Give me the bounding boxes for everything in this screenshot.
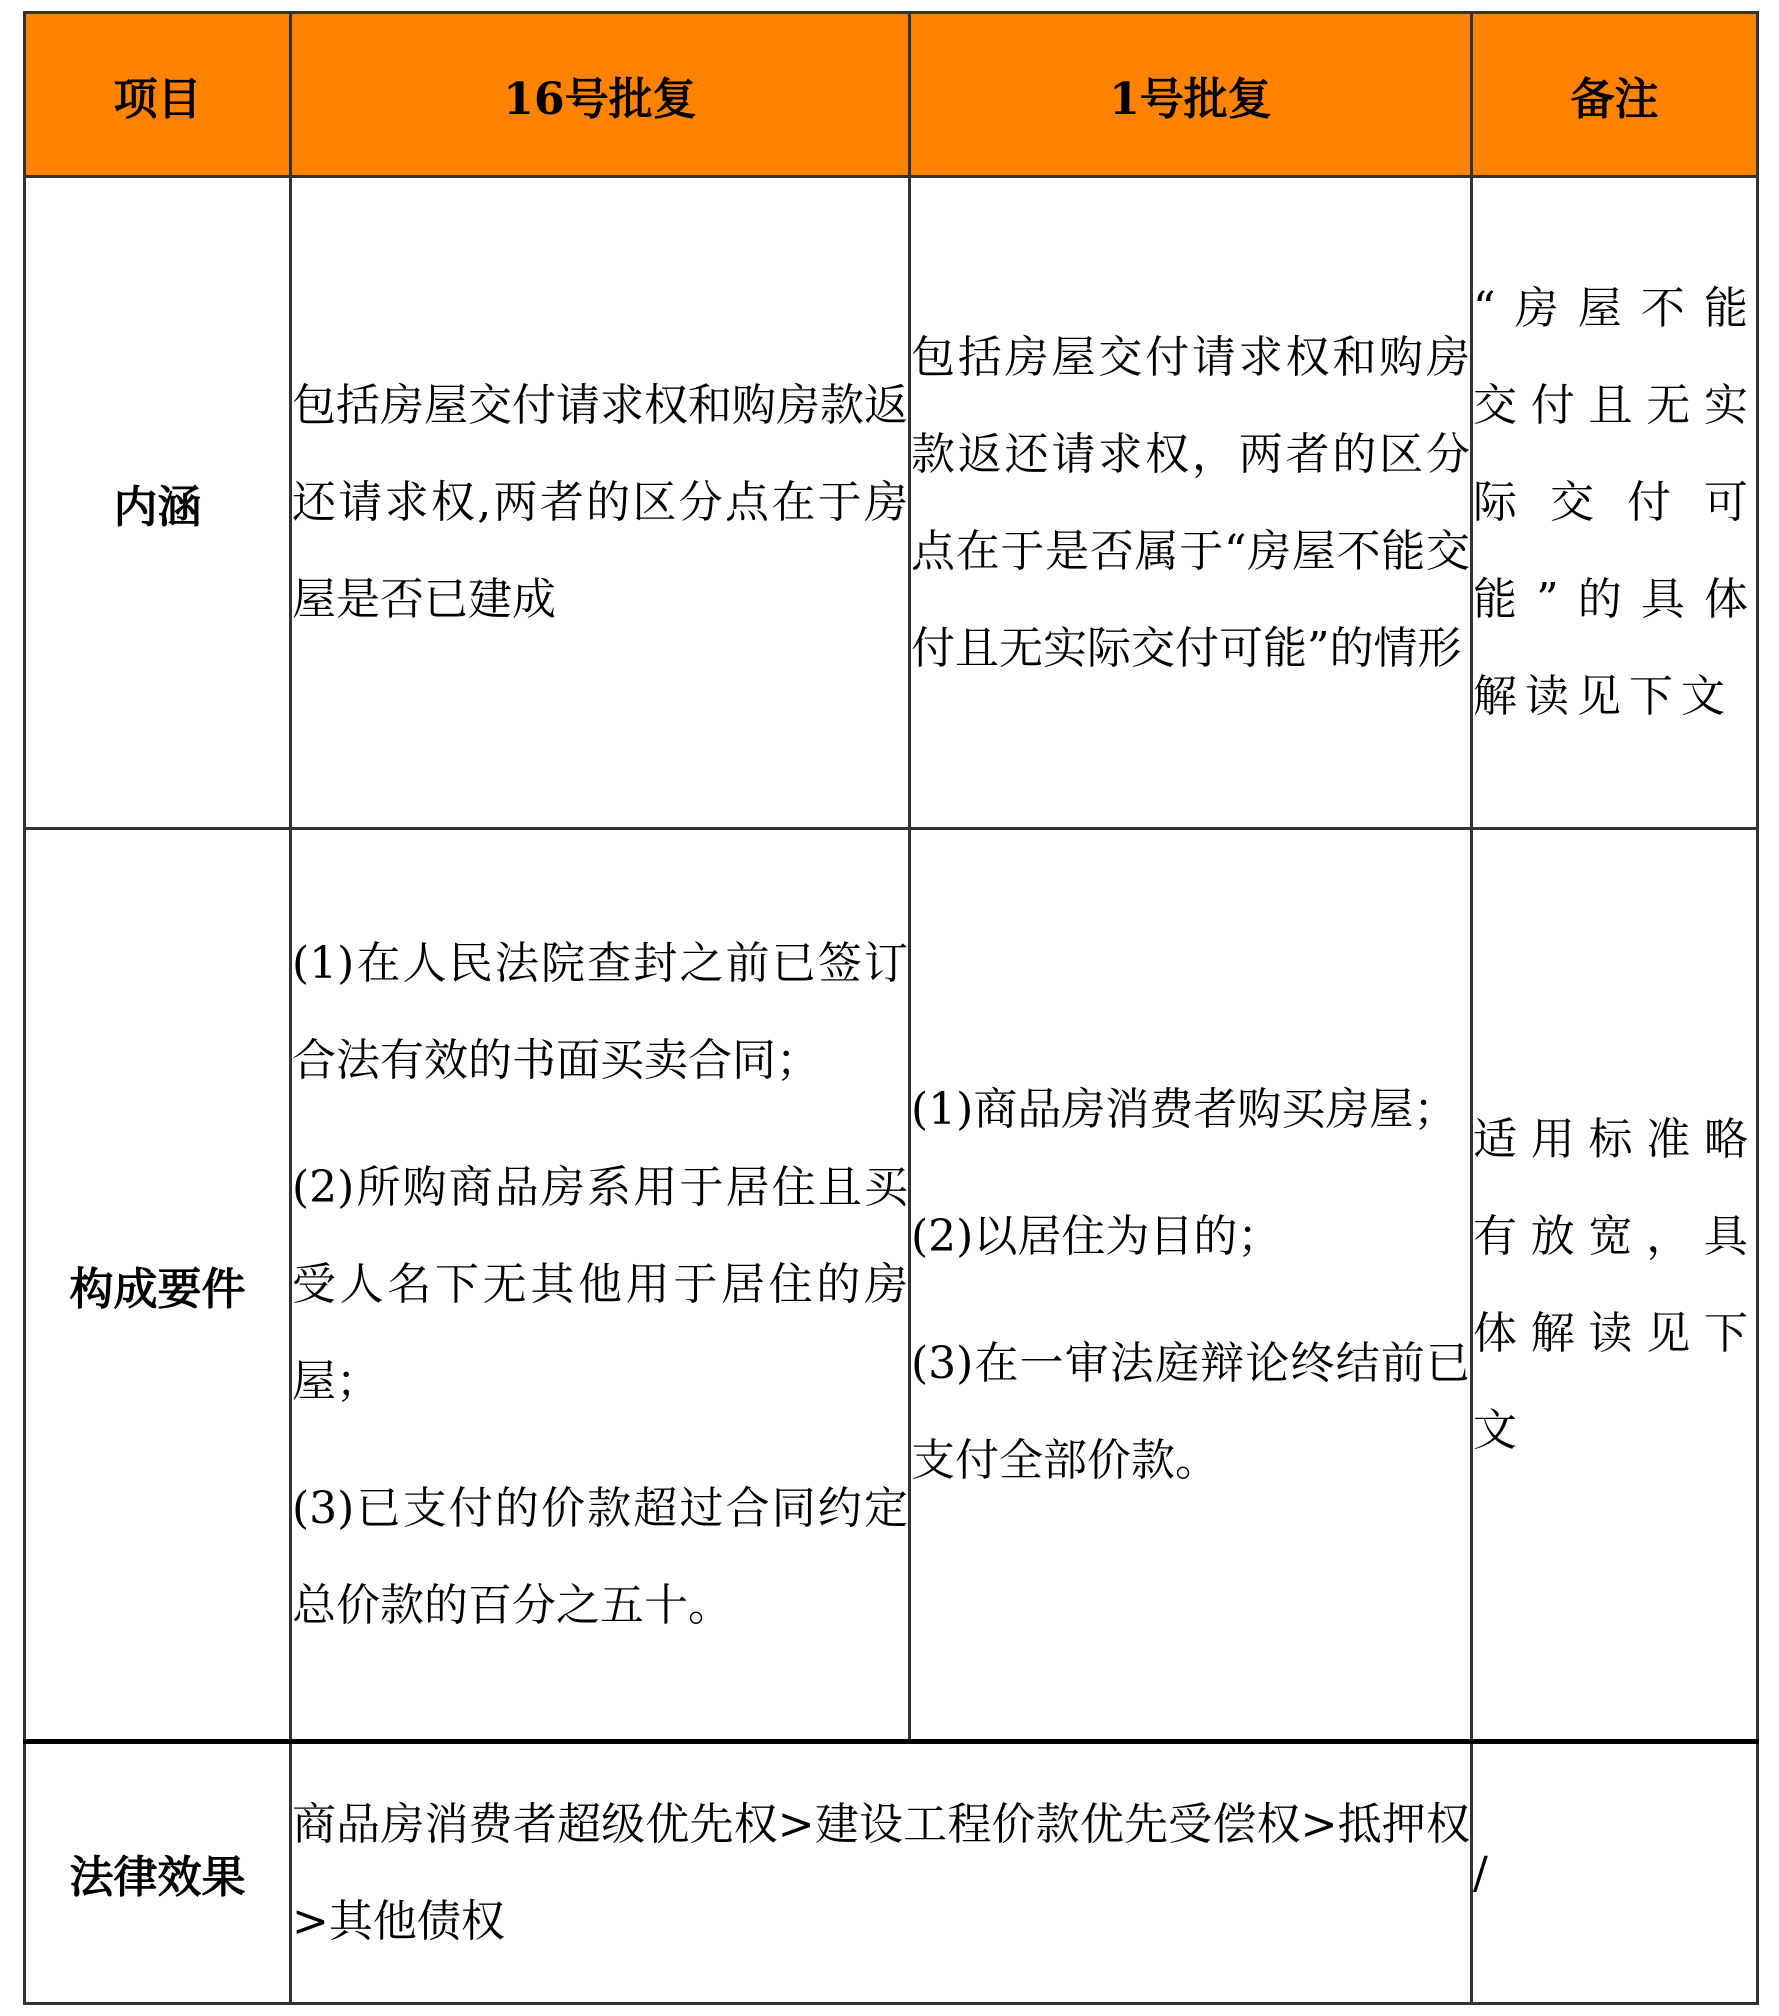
header-note: 备注 <box>1472 13 1758 177</box>
row-label-elements: 构成要件 <box>25 829 291 1742</box>
cell-effect-note: / <box>1472 1742 1758 2004</box>
comparison-table <box>23 11 1759 2005</box>
cell-connotation-1: 包括房屋交付请求权和购房款返还请求权，两者的区分点在于是否属于“房屋不能交付且无实际交付可能”的情形 <box>910 177 1472 829</box>
cell-elements-1 <box>910 829 1472 1742</box>
cell-elements-16 <box>291 829 910 1742</box>
row-effect <box>25 1742 1758 2004</box>
header-reply-1: 1号批复 <box>910 13 1472 177</box>
header-reply-16: 16号批复 <box>291 13 910 177</box>
cell-connotation-16: 包括房屋交付请求权和购房款返还请求权,两者的区分点在于房屋是否已建成 <box>291 177 910 829</box>
requirement-item: (3)在一审法庭辩论终结前已支付全部价款。 <box>911 1337 1470 1486</box>
cell-connotation-note: “房屋不能交付且无实际交付可能”的具体解读见下文 <box>1472 177 1758 829</box>
requirement-item: (1)在人民法院查封之前已签订合法有效的书面买卖合同； <box>292 938 908 1086</box>
header-row <box>25 13 1758 177</box>
cell-elements-note: 适用标准略有放宽，具体解读见下文 <box>1472 829 1758 1742</box>
requirement-item: (3)已支付的价款超过合同约定总价款的百分之五十。 <box>292 1483 908 1631</box>
row-connotation <box>25 177 1758 829</box>
row-label-connotation: 内涵 <box>25 177 291 829</box>
requirement-item: (2)所购商品房系用于居住且买受人名下无其他用于居住的房屋； <box>292 1162 908 1407</box>
requirement-item: (2)以居住为目的； <box>911 1210 1282 1262</box>
requirement-item: (1)商品房消费者购买房屋； <box>911 1083 1458 1135</box>
row-label-effect: 法律效果 <box>25 1742 291 2004</box>
cell-effect-merged: 商品房消费者超级优先权>建设工程价款优先受偿权>抵押权>其他债权 <box>291 1742 1472 2004</box>
row-elements <box>25 829 1758 1742</box>
header-item: 项目 <box>25 13 291 177</box>
